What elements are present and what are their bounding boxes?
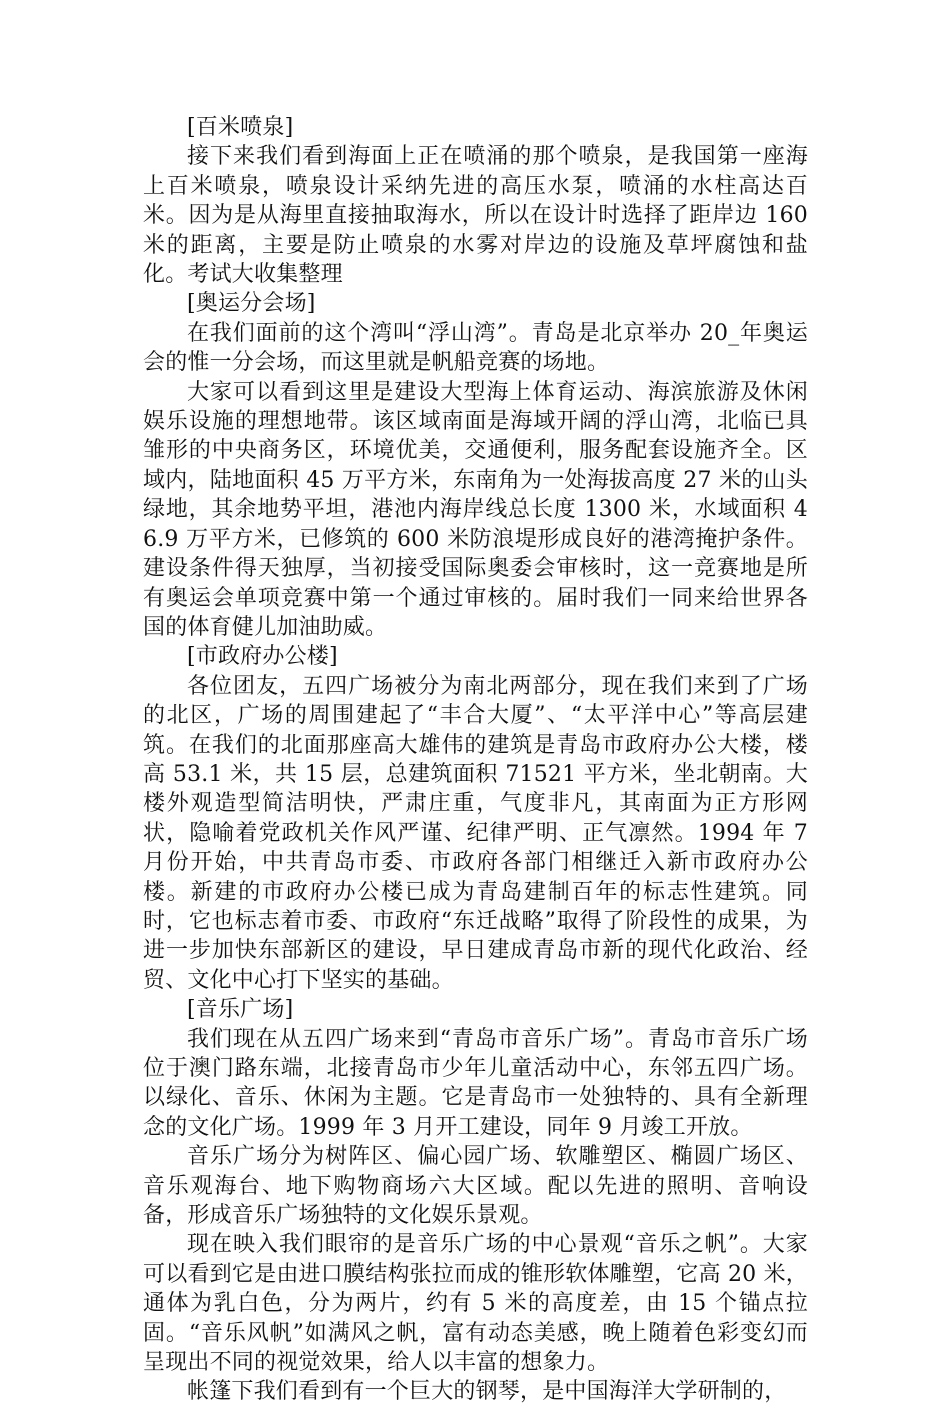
section-heading: [音乐广场] xyxy=(187,997,294,1023)
paragraph: 在我们面前的这个湾叫“浮山湾”。青岛是北京举办 20_年奥运会的惟一分会场，而这里就是帆船竞赛的场地。 xyxy=(143,320,808,376)
section-music-square xyxy=(143,995,808,1407)
paragraph: 现在映入我们眼帘的是音乐广场的中心景观“音乐之帆”。大家可以看到它是由进口膜结构张拉而成的锥形软体雕塑，它高 20 米，通体为乳白色，分为两片，约有 5 米的高度差，由 15 个锚点拉固。“音乐风帆”如满风之帆，富有动态美感，晚上随着色彩变幻而呈现出不同的视觉效果，给人以丰富的想象力。 xyxy=(143,1232,808,1376)
section-city-hall xyxy=(143,642,808,995)
section-fountain xyxy=(143,113,808,289)
section-olympic-venue xyxy=(143,289,808,642)
paragraph: 音乐广场分为树阵区、偏心园广场、软雕塑区、椭圆广场区、音乐观海台、地下购物商场六大区域。配以先进的照明、音响设备，形成音乐广场独特的文化娱乐景观。 xyxy=(143,1144,808,1229)
section-heading: [市政府办公楼] xyxy=(187,644,338,670)
paragraph: 我们现在从五四广场来到“青岛市音乐广场”。青岛市音乐广场位于澳门路东端，北接青岛市少年儿童活动中心，东邻五四广场。以绿化、音乐、休闲为主题。它是青岛市一处独特的、具有全新理念的文化广场。1999 年 3 月开工建设，同年 9 月竣工开放。 xyxy=(143,1026,808,1140)
section-heading: [奥运分会场] xyxy=(187,291,316,317)
paragraph: 大家可以看到这里是建设大型海上体育运动、海滨旅游及休闲娱乐设施的理想地带。该区域南面是海域开阔的浮山湾，北临已具雏形的中央商务区，环境优美，交通便利，服务配套设施齐全。区域内，陆地面积 45 万平方米，东南角为一处海拔高度 27 米的山头绿地，其余地势平坦，港池内海岸线总长度 1300 米，水域面积 46.9 万平方米，已修筑的 600 米防浪堤形成良好的港湾掩护条件。建设条件得天独厚，当初接受国际奥委会审核时，这一竞赛地是所有奥运会单项竞赛中第一个通过审核的。届时我们一同来给世界各国的体育健儿加油助威。 xyxy=(143,379,808,640)
paragraph: 各位团友，五四广场被分为南北两部分，现在我们来到了广场的北区，广场的周围建起了“丰合大厦”、“太平洋中心”等高层建筑。在我们的北面那座高大雄伟的建筑是青岛市政府办公大楼，楼高 53.1 米，共 15 层，总建筑面积 71521 平方米，坐北朝南。大楼外观造型简洁明快，严肃庄重，气度非凡，其南面为正方形网状，隐喻着党政机关作风严谨、纪律严明、正气凛然。1994 年 7 月份开始，中共青岛市委、市政府各部门相继迁入新市政府办公楼。新建的市政府办公楼已成为青岛建制百年的标志性建筑。同时，它也标志着市委、市政府“东迁战略”取得了阶段性的成果，为进一步加快东部新区的建设，早日建成青岛市新的现代化政治、经贸、文化中心打下坚实的基础。 xyxy=(143,673,808,993)
paragraph: 接下来我们看到海面上正在喷涌的那个喷泉，是我国第一座海上百米喷泉，喷泉设计采纳先进的高压水泵，喷涌的水柱高达百米。因为是从海里直接抽取海水，所以在设计时选择了距岸边 160 米的距离，主要是防止喷泉的水雾对岸边的设施及草坪腐蚀和盐化。考试大收集整理 xyxy=(143,144,808,288)
section-heading: [百米喷泉] xyxy=(187,115,294,140)
document-page xyxy=(143,113,808,1407)
paragraph: 帐篷下我们看到有一个巨大的钢琴，是中国海洋大学研制的， xyxy=(187,1379,787,1405)
